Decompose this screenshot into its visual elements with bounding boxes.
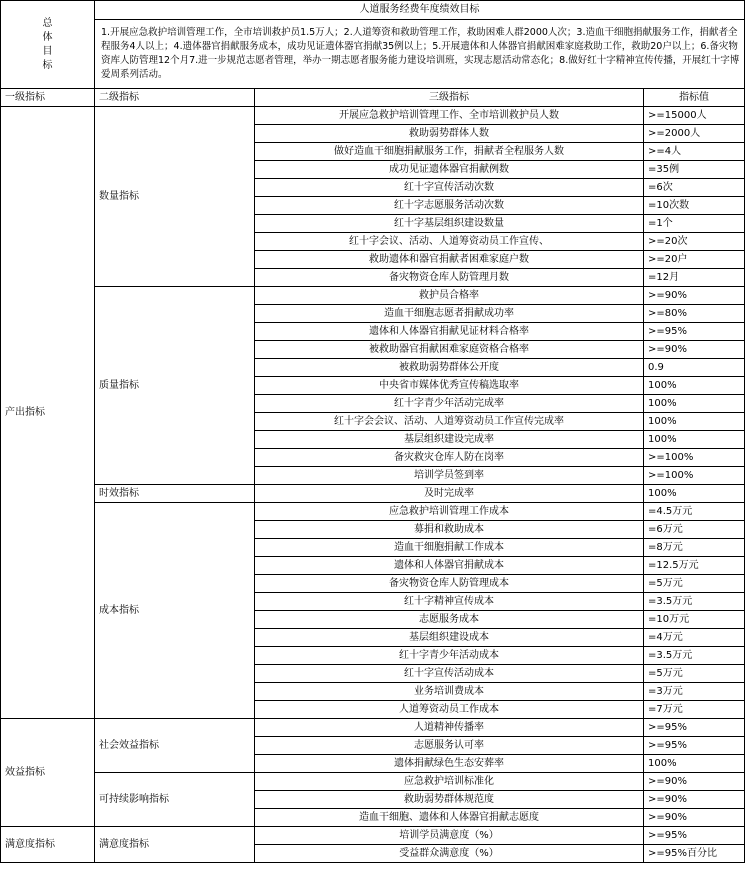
indicator-value: =35例 [644, 161, 745, 179]
indicator-name: 救助弱势群体人数 [255, 125, 644, 143]
indicator-name: 造血干细胞、遗体和人体器官捐献志愿度 [255, 809, 644, 827]
indicator-value: >=15000人 [644, 107, 745, 125]
indicator-name: 人道精神传播率 [255, 719, 644, 737]
indicator-name: 遗体和人体器官捐献成本 [255, 557, 644, 575]
indicator-value: =7万元 [644, 701, 745, 719]
indicator-name: 募捐和救助成本 [255, 521, 644, 539]
indicator-name: 中央省市媒体优秀宣传稿选取率 [255, 377, 644, 395]
indicator-value: 100% [644, 431, 745, 449]
indicator-name: 基层组织建设完成率 [255, 431, 644, 449]
indicator-value: >=95% [644, 737, 745, 755]
indicator-name: 遗体捐献绿色生态安葬率 [255, 755, 644, 773]
indicator-value: >=90% [644, 791, 745, 809]
group-output: 产出指标 [1, 107, 95, 719]
indicator-name: 救助弱势群体规范度 [255, 791, 644, 809]
indicator-name: 被救助弱势群体公开度 [255, 359, 644, 377]
indicator-value: 100% [644, 755, 745, 773]
indicator-name: 受益群众满意度（%） [255, 845, 644, 863]
indicator-name: 开展应急救护培训管理工作、全市培训救护员人数 [255, 107, 644, 125]
indicator-value: >=4人 [644, 143, 745, 161]
overall-target-description: 1.开展应急救护培训管理工作，全市培训救护员1.5万人；2.人道筹资和救助管理工作，救助困难人群2000人次；3.造血干细胞捐献服务工作，捐献者全程服务4人以上；4.遗体器官捐献服务成本，成功见证遗体器官捐献35例以上；5.开展遗体和人体器官捐献困难家庭救助工作，救助20户以上；6.备灾物资库人防管理12个月7.进一步规范志愿者管理，举办一期志愿者服务能力建设培训班，实现志愿活动常态化；8.做好红十字精神宣传传播，开展红十字博爱周系列活动。 [95, 20, 745, 89]
overall-label-char: 体 [42, 31, 53, 43]
indicator-name: 成功见证遗体器官捐献例数 [255, 161, 644, 179]
indicator-name: 备灾物资仓库人防管理成本 [255, 575, 644, 593]
indicator-value: >=90% [644, 773, 745, 791]
indicator-value: 0.9 [644, 359, 745, 377]
column-header-value: 指标值 [644, 89, 745, 107]
column-header-level3: 三级指标 [255, 89, 644, 107]
indicator-value: >=90% [644, 287, 745, 305]
indicator-name: 做好造血干细胞捐献服务工作，捐献者全程服务人数 [255, 143, 644, 161]
overall-label-char: 总 [42, 17, 53, 29]
subgroup-satisfaction: 满意度指标 [95, 827, 255, 863]
indicator-value: 100% [644, 485, 745, 503]
overall-label-char: 目 [42, 45, 53, 57]
table-title: 人道服务经费年度绩效目标 [95, 1, 745, 20]
indicator-value: >=90% [644, 809, 745, 827]
indicator-value: >=100% [644, 467, 745, 485]
indicator-name: 应急救护培训标准化 [255, 773, 644, 791]
indicator-value: >=100% [644, 449, 745, 467]
indicator-value: =1个 [644, 215, 745, 233]
indicator-value: =8万元 [644, 539, 745, 557]
subgroup-timeliness: 时效指标 [95, 485, 255, 503]
indicator-name: 救助遗体和器官捐献者困难家庭户数 [255, 251, 644, 269]
indicator-value: >=95%百分比 [644, 845, 745, 863]
indicator-value: 100% [644, 377, 745, 395]
subgroup-quality: 质量指标 [95, 287, 255, 485]
indicator-value: >=80% [644, 305, 745, 323]
indicator-value: =3.5万元 [644, 647, 745, 665]
indicator-value: >=90% [644, 341, 745, 359]
indicator-name: 红十字精神宣传成本 [255, 593, 644, 611]
indicator-value: =3万元 [644, 683, 745, 701]
overall-target-label [1, 1, 95, 89]
indicator-name: 红十字会会议、活动、人道筹资动员工作宣传完成率 [255, 413, 644, 431]
indicator-value: =12月 [644, 269, 745, 287]
indicator-name: 备灾救灾仓库人防在岗率 [255, 449, 644, 467]
indicator-name: 遗体和人体器官捐献见证材料合格率 [255, 323, 644, 341]
subgroup-social: 社会效益指标 [95, 719, 255, 773]
indicator-name: 红十字基层组织建设数量 [255, 215, 644, 233]
indicator-value: =5万元 [644, 665, 745, 683]
subgroup-sustainable: 可持续影响指标 [95, 773, 255, 827]
indicator-name: 红十字宣传活动成本 [255, 665, 644, 683]
indicator-value: 100% [644, 413, 745, 431]
indicator-value: =10次数 [644, 197, 745, 215]
indicator-value: >=20户 [644, 251, 745, 269]
indicator-value: >=20次 [644, 233, 745, 251]
indicator-value: =5万元 [644, 575, 745, 593]
subgroup-quantity: 数量指标 [95, 107, 255, 287]
indicator-name: 培训学员签到率 [255, 467, 644, 485]
indicator-name: 及时完成率 [255, 485, 644, 503]
indicator-name: 备灾物资仓库人防管理月数 [255, 269, 644, 287]
column-header-level1: 一级指标 [1, 89, 95, 107]
indicator-value: >=95% [644, 323, 745, 341]
indicator-name: 红十字青少年活动完成率 [255, 395, 644, 413]
indicator-value: >=95% [644, 827, 745, 845]
indicator-name: 造血干细胞志愿者捐献成功率 [255, 305, 644, 323]
indicator-name: 救护员合格率 [255, 287, 644, 305]
indicator-value: =6次 [644, 179, 745, 197]
column-header-level2: 二级指标 [95, 89, 255, 107]
indicator-name: 红十字会议、活动、人道筹资动员工作宣传、 [255, 233, 644, 251]
indicator-name: 红十字宣传活动次数 [255, 179, 644, 197]
indicator-value: =4万元 [644, 629, 745, 647]
indicator-value: =4.5万元 [644, 503, 745, 521]
indicator-value: =10万元 [644, 611, 745, 629]
indicator-name: 被救助器官捐献困难家庭资格合格率 [255, 341, 644, 359]
indicator-name: 培训学员满意度（%） [255, 827, 644, 845]
indicator-name: 业务培训费成本 [255, 683, 644, 701]
group-satisfaction: 满意度指标 [1, 827, 95, 863]
subgroup-cost: 成本指标 [95, 503, 255, 719]
indicator-value: =12.5万元 [644, 557, 745, 575]
indicator-name: 志愿服务认可率 [255, 737, 644, 755]
indicator-name: 人道筹资动员工作成本 [255, 701, 644, 719]
indicator-name: 红十字志愿服务活动次数 [255, 197, 644, 215]
overall-label-char: 标 [42, 59, 53, 71]
indicator-value: 100% [644, 395, 745, 413]
indicator-name: 造血干细胞捐献工作成本 [255, 539, 644, 557]
indicator-name: 志愿服务成本 [255, 611, 644, 629]
indicator-name: 基层组织建设成本 [255, 629, 644, 647]
indicator-name: 应急救护培训管理工作成本 [255, 503, 644, 521]
indicator-value: =3.5万元 [644, 593, 745, 611]
indicator-value: =6万元 [644, 521, 745, 539]
indicator-value: >=95% [644, 719, 745, 737]
indicator-value: >=2000人 [644, 125, 745, 143]
indicator-name: 红十字青少年活动成本 [255, 647, 644, 665]
group-benefit: 效益指标 [1, 719, 95, 827]
